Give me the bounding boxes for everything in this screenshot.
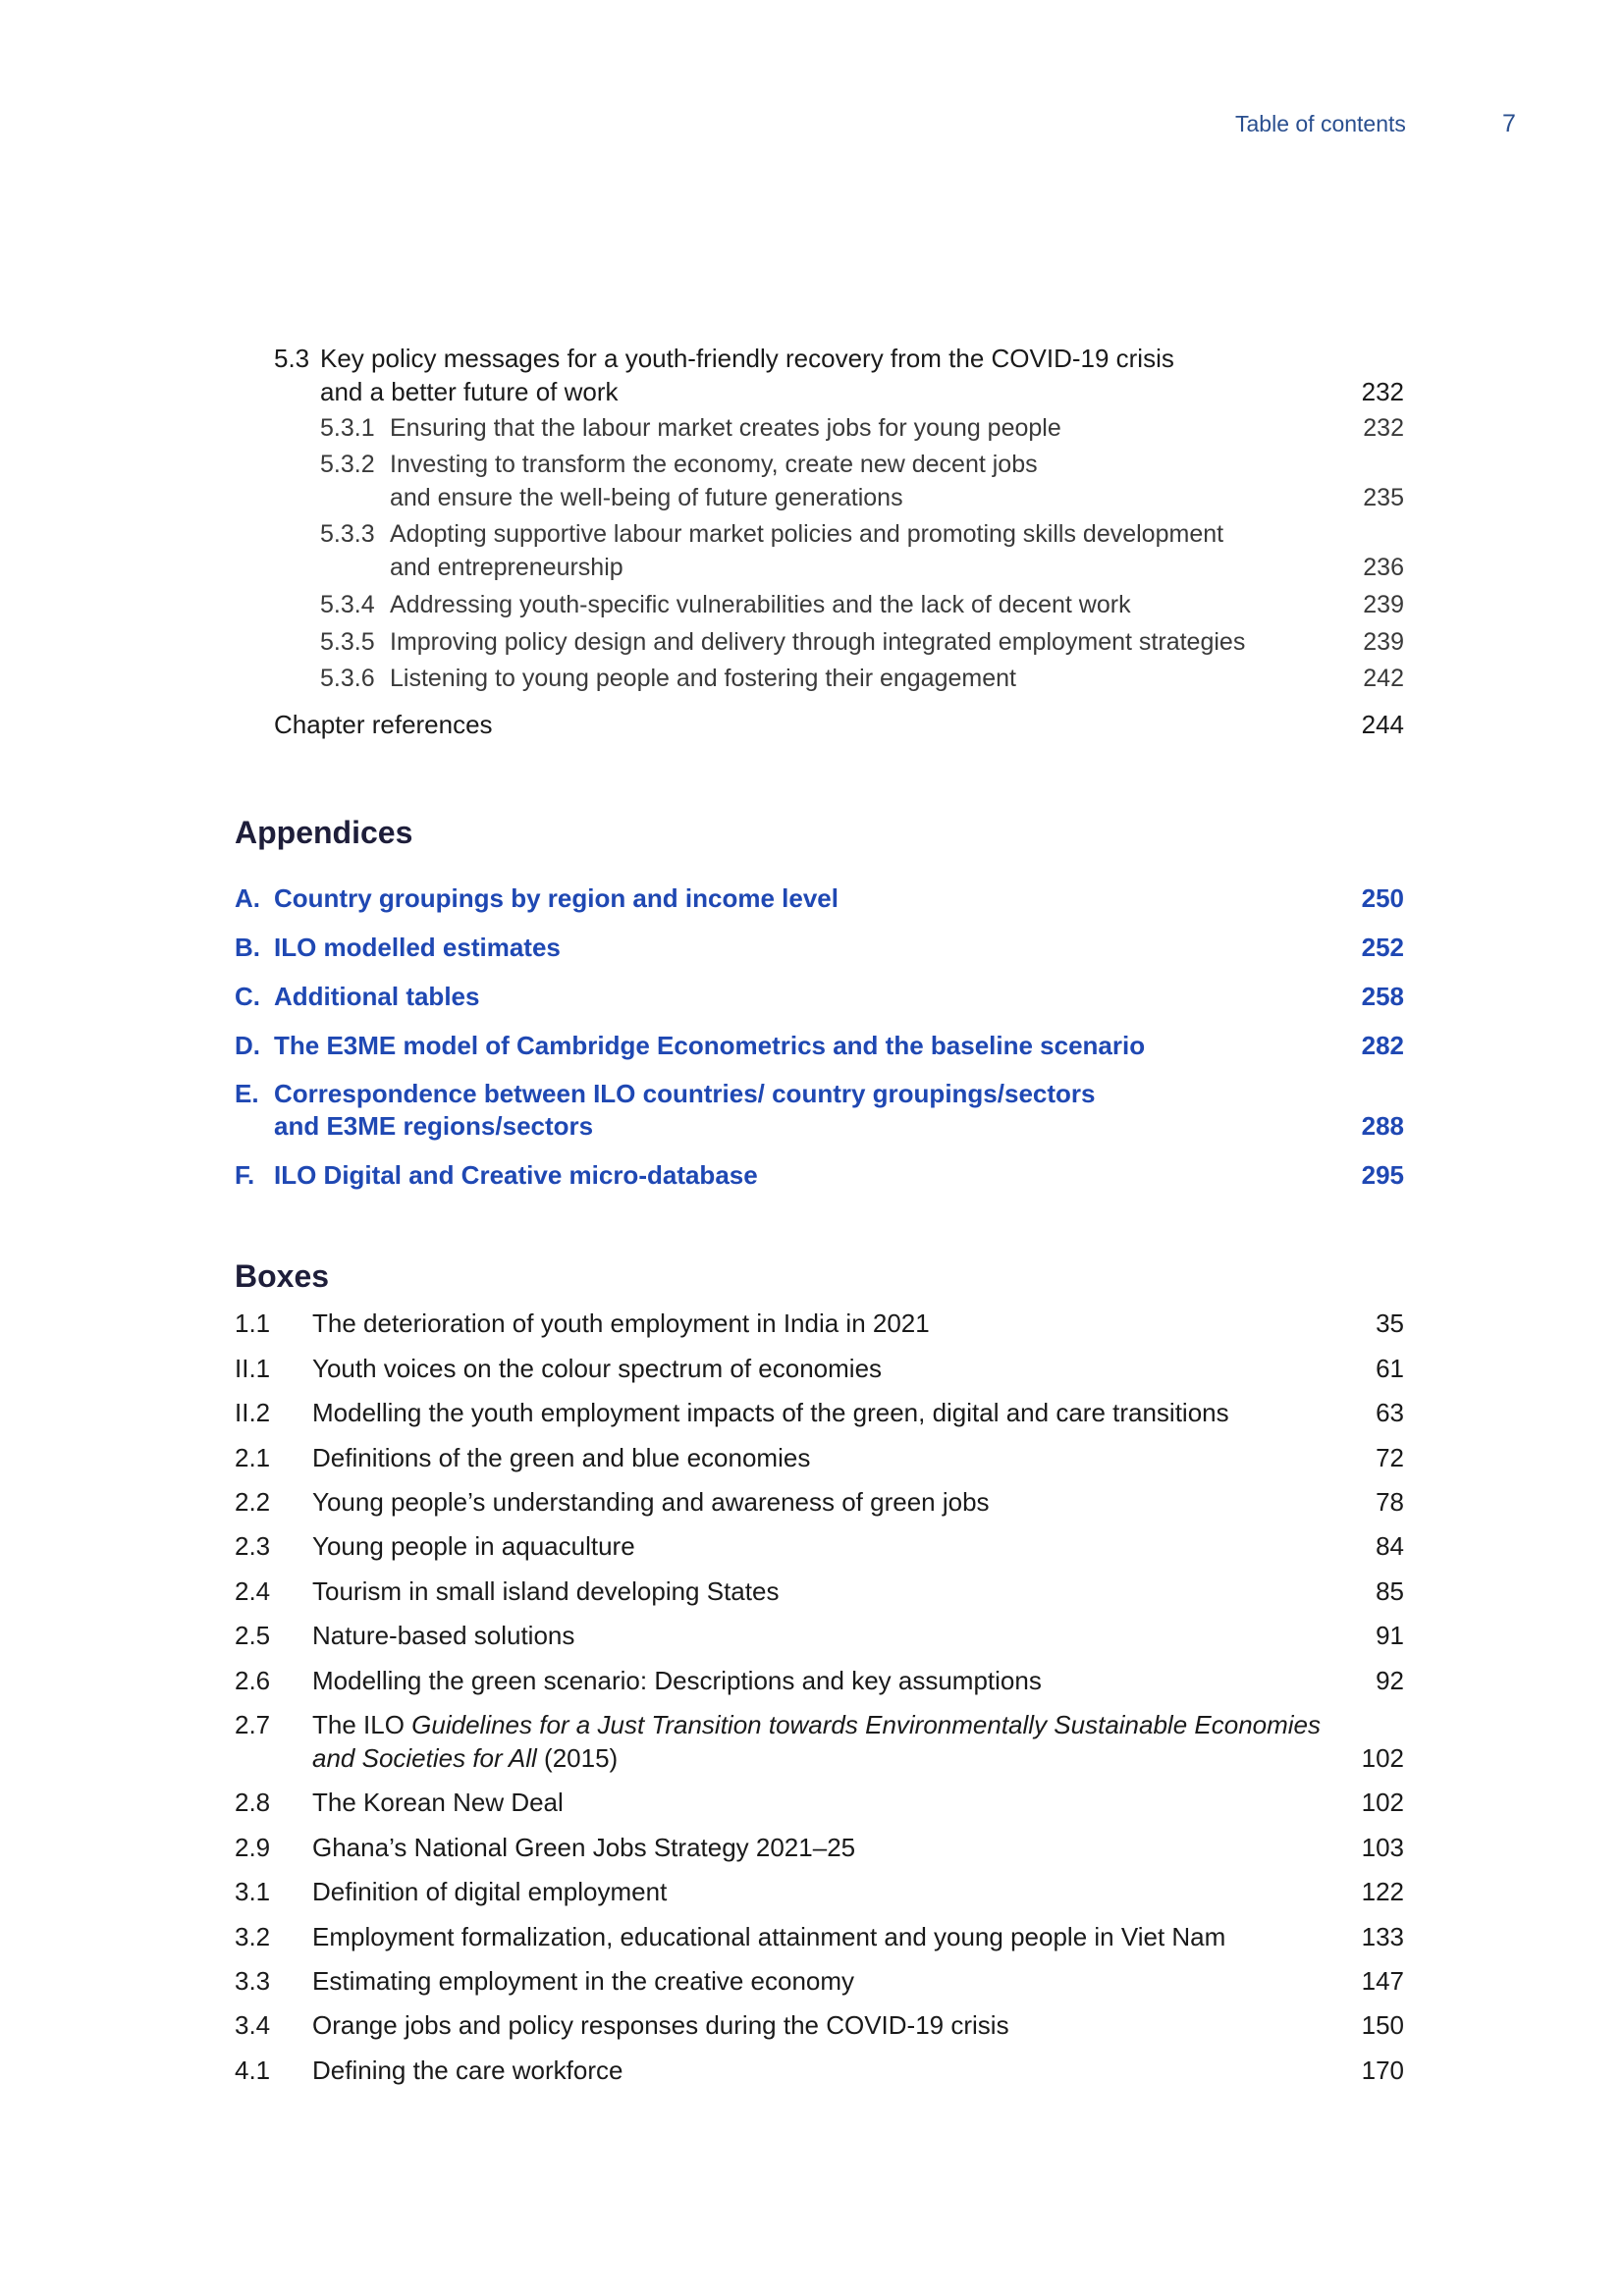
appendices-heading: Appendices: [235, 815, 413, 850]
box-number: 2.6: [235, 1666, 271, 1695]
box-page: 102: [1361, 1743, 1404, 1773]
toc-entry-5-3-2-num: 5.3.2: [320, 451, 375, 478]
box-number: 3.3: [235, 1966, 271, 1996]
box-title[interactable]: Modelling the green scenario: Descriptions and key assumptions: [312, 1666, 1042, 1695]
appendix-e-link[interactable]: Correspondence between ILO countries/ country groupings/sectors: [274, 1079, 1096, 1108]
toc-entry-5-3-2-title[interactable]: Investing to transform the economy, create new decent jobs: [390, 451, 1038, 478]
toc-entry-chapter-references[interactable]: Chapter references: [274, 710, 493, 739]
box-title[interactable]: Definitions of the green and blue economies: [312, 1443, 811, 1472]
toc-entry-5-3-3-title[interactable]: Adopting supportive labour market policies and promoting skills development: [390, 520, 1224, 548]
toc-entry-5-3-num: 5.3: [274, 344, 310, 373]
appendix-a-page[interactable]: 250: [1361, 883, 1404, 913]
box-number: 3.4: [235, 2010, 271, 2040]
toc-entry-5-3-3-page: 236: [1363, 554, 1404, 581]
toc-entry-5-3-1-num: 5.3.1: [320, 414, 375, 442]
box-title-prefix: The ILO: [312, 1710, 412, 1739]
page-number: 7: [1502, 110, 1516, 137]
toc-entry-5-3-6-title[interactable]: Listening to young people and fostering their engagement: [390, 665, 1016, 692]
box-number: 4.1: [235, 2056, 271, 2085]
toc-entry-5-3-4-num: 5.3.4: [320, 591, 375, 618]
box-title-italic: Guidelines for a Just Transition towards Environmentally Sustainable Economies: [411, 1710, 1322, 1739]
box-page: 150: [1361, 2010, 1404, 2040]
box-number: 2.4: [235, 1576, 271, 1606]
box-page: 61: [1376, 1354, 1404, 1383]
appendix-letter: D.: [235, 1031, 260, 1060]
box-title[interactable]: Orange jobs and policy responses during the COVID-19 crisis: [312, 2010, 1009, 2040]
box-page: 63: [1376, 1398, 1404, 1427]
box-title[interactable]: Definition of digital employment: [312, 1877, 668, 1906]
toc-entry-5-3-4-page: 239: [1363, 591, 1404, 618]
box-number: II.1: [235, 1354, 271, 1383]
box-number: 3.2: [235, 1922, 271, 1951]
appendix-b-page[interactable]: 252: [1361, 933, 1404, 962]
box-title[interactable]: Ghana’s National Green Jobs Strategy 2021–25: [312, 1833, 856, 1862]
box-title[interactable]: Nature-based solutions: [312, 1621, 575, 1650]
toc-entry-5-3-5-page: 239: [1363, 628, 1404, 656]
appendix-b-link[interactable]: ILO modelled estimates: [274, 933, 561, 962]
appendix-c-link[interactable]: Additional tables: [274, 982, 480, 1011]
toc-entry-5-3-2-page: 235: [1363, 484, 1404, 511]
toc-entry-5-3-6-num: 5.3.6: [320, 665, 375, 692]
appendix-e-page[interactable]: 288: [1361, 1111, 1404, 1141]
toc-entry-5-3-3-num: 5.3.3: [320, 520, 375, 548]
toc-entry-5-3-1-title[interactable]: Ensuring that the labour market creates jobs for young people: [390, 414, 1061, 442]
box-title[interactable]: [312, 1710, 1321, 1740]
toc-entry-5-3-page: 232: [1361, 377, 1404, 406]
box-page: 85: [1376, 1576, 1404, 1606]
box-title[interactable]: Estimating employment in the creative economy: [312, 1966, 855, 1996]
toc-entry-chapter-references-page: 244: [1361, 710, 1404, 739]
box-page: 72: [1376, 1443, 1404, 1472]
box-number: 2.8: [235, 1788, 271, 1817]
box-number: 2.9: [235, 1833, 271, 1862]
appendix-letter: B.: [235, 933, 260, 962]
box-page: 35: [1376, 1308, 1404, 1338]
toc-entry-5-3-6-page: 242: [1363, 665, 1404, 692]
appendix-letter: A.: [235, 883, 260, 913]
appendix-c-page[interactable]: 258: [1361, 982, 1404, 1011]
box-title[interactable]: Young people’s understanding and awareness of green jobs: [312, 1487, 990, 1517]
running-header-title: Table of contents: [1235, 111, 1406, 136]
appendix-d-link[interactable]: The E3ME model of Cambridge Econometrics and the baseline scenario: [274, 1031, 1146, 1060]
toc-entry-5-3-5-title[interactable]: Improving policy design and delivery through integrated employment strategies: [390, 628, 1246, 656]
appendix-f-page[interactable]: 295: [1361, 1160, 1404, 1190]
box-number: 2.1: [235, 1443, 271, 1472]
box-title-cont[interactable]: [312, 1743, 618, 1774]
box-title[interactable]: The Korean New Deal: [312, 1788, 564, 1817]
box-title[interactable]: Youth voices on the colour spectrum of economies: [312, 1354, 883, 1383]
box-page: 78: [1376, 1487, 1404, 1517]
toc-entry-5-3-title-cont[interactable]: and a better future of work: [320, 377, 619, 406]
box-number: 2.3: [235, 1531, 271, 1561]
box-number: 3.1: [235, 1877, 271, 1906]
toc-entry-5-3-5-num: 5.3.5: [320, 628, 375, 656]
box-number: 1.1: [235, 1308, 271, 1338]
box-title[interactable]: Modelling the youth employment impacts of the green, digital and care transitions: [312, 1398, 1229, 1427]
box-page: 147: [1361, 1966, 1404, 1996]
toc-entry-5-3-4-title[interactable]: Addressing youth-specific vulnerabilities and the lack of decent work: [390, 591, 1131, 618]
box-title[interactable]: Employment formalization, educational attainment and young people in Viet Nam: [312, 1922, 1226, 1951]
box-page: 84: [1376, 1531, 1404, 1561]
appendix-d-page[interactable]: 282: [1361, 1031, 1404, 1060]
box-number: 2.7: [235, 1710, 271, 1739]
box-page: 102: [1361, 1788, 1404, 1817]
appendix-letter: C.: [235, 982, 260, 1011]
toc-entry-5-3-2-title-cont[interactable]: and ensure the well-being of future generations: [390, 484, 903, 511]
box-page: 103: [1361, 1833, 1404, 1862]
toc-entry-5-3-1-page: 232: [1363, 414, 1404, 442]
appendix-a-link[interactable]: Country groupings by region and income level: [274, 883, 839, 913]
boxes-heading: Boxes: [235, 1258, 330, 1294]
box-page: 133: [1361, 1922, 1404, 1951]
box-title-suffix: (2015): [536, 1743, 619, 1773]
box-number: 2.5: [235, 1621, 271, 1650]
box-number: II.2: [235, 1398, 271, 1427]
appendix-letter: E.: [235, 1079, 259, 1108]
box-page: 122: [1361, 1877, 1404, 1906]
appendix-f-link[interactable]: ILO Digital and Creative micro-database: [274, 1160, 758, 1190]
box-title[interactable]: Tourism in small island developing States: [312, 1576, 780, 1606]
box-page: 170: [1361, 2056, 1404, 2085]
box-page: 92: [1376, 1666, 1404, 1695]
box-page: 91: [1376, 1621, 1404, 1650]
toc-entry-5-3-title[interactable]: Key policy messages for a youth-friendly recovery from the COVID-19 crisis: [320, 344, 1174, 373]
box-title[interactable]: Defining the care workforce: [312, 2056, 623, 2085]
appendix-e-link-cont[interactable]: and E3ME regions/sectors: [274, 1111, 594, 1141]
box-title-italic-cont: and Societies for All: [312, 1743, 537, 1773]
box-number: 2.2: [235, 1487, 271, 1517]
box-title[interactable]: The deterioration of youth employment in India in 2021: [312, 1308, 930, 1338]
toc-entry-5-3-3-title-cont[interactable]: and entrepreneurship: [390, 554, 623, 581]
box-title[interactable]: Young people in aquaculture: [312, 1531, 635, 1561]
appendix-letter: F.: [235, 1160, 255, 1190]
